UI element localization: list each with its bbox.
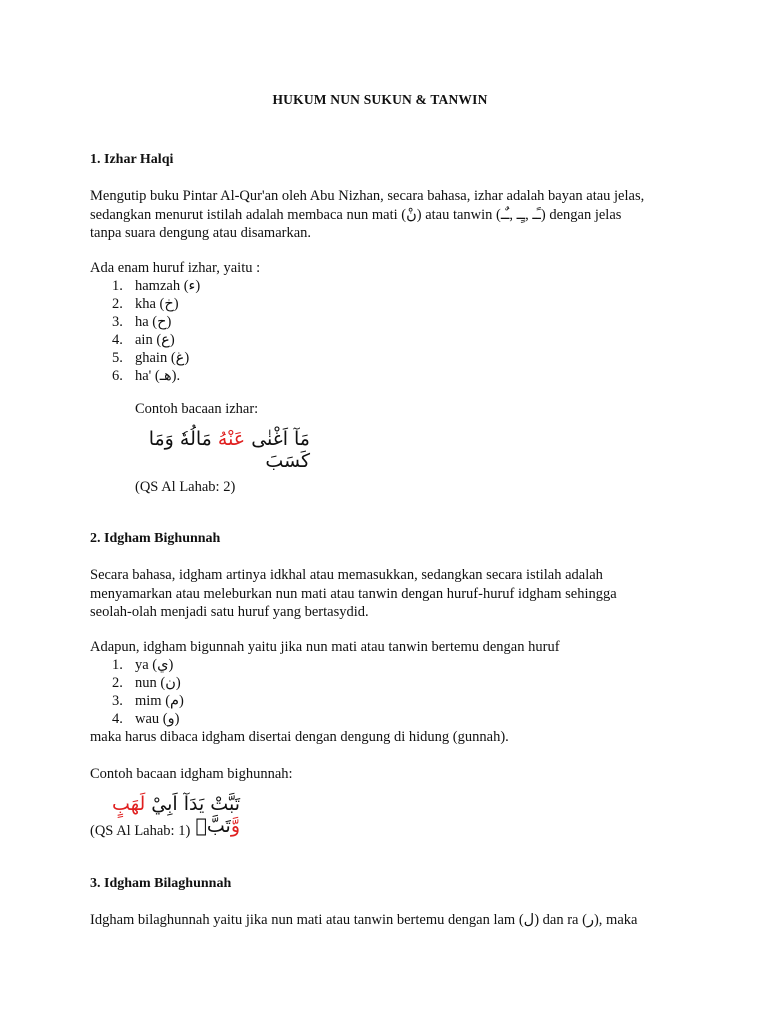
highlighted-word: لَهَبٍ وَّ (112, 793, 240, 837)
arabic-verse: تَبَّتْ يَدَآ اَبِيْ لَهَبٍ وَّتَبَّۗ (112, 793, 240, 837)
section-paragraph-idgham (90, 566, 680, 622)
section-heading-idgham-bighunnah: 2. Idgham Bighunnah (90, 531, 221, 546)
paragraph-line: Secara bahasa, idgham artinya idkhal atau memasukkan, sedangkan secara istilah adalah (90, 567, 603, 583)
paragraph-line: sedangkan menurut istilah adalah membaca nun mati (نْ) atau tanwin (ـًـ ,ـٍـ ,ـٌـ) dengan jelas (90, 206, 622, 223)
paragraph-line: Mengutip buku Pintar Al-Qur'an oleh Abu Nizhan, secara bahasa, izhar adalah bayan atau jelas, (90, 188, 645, 204)
list-item: 3. mim (م) (112, 693, 184, 709)
section-heading-izhar: 1. Izhar Halqi (90, 152, 174, 167)
paragraph-line: tanpa suara dengung atau disamarkan. (90, 225, 312, 241)
idgham-letter-list (90, 656, 184, 728)
example-label: Contoh bacaan izhar: (135, 401, 259, 417)
list-after-text: maka harus dibaca idgham disertai dengan dengung di hidung (gunnah). (90, 729, 509, 745)
list-item: 2. kha (خ) (112, 296, 179, 312)
list-item: 4. wau (و) (112, 711, 180, 727)
list-item: 2. nun (ن) (112, 675, 181, 691)
paragraph-line: Idgham bilaghunnah yaitu jika nun mati atau tanwin bertemu dengan lam (ل) dan ra (ر), maka (90, 912, 638, 928)
list-item: 1. hamzah (ء) (112, 278, 201, 294)
paragraph-line: seolah-olah menjadi satu huruf yang bertasydid. (90, 604, 369, 620)
verse-reference: (QS Al Lahab: 1) (90, 823, 191, 839)
section-heading-idgham-bilaghunnah: 3. Idgham Bilaghunnah (90, 876, 232, 891)
example-label: Contoh bacaan idgham bighunnah: (90, 766, 293, 782)
highlighted-word: عَنْهُ (217, 428, 246, 450)
list-item: 6. ha' (هـ). (112, 368, 181, 384)
list-item: 5. ghain (غ) (112, 350, 190, 366)
paragraph-line: menyamarkan atau meleburkan nun mati atau tanwin dengan huruf-huruf idgham sehingga (90, 585, 617, 602)
list-item: 1. ya (ي) (112, 657, 174, 673)
list-intro: Ada enam huruf izhar, yaitu : (90, 260, 261, 276)
arabic-verse: مَآ اَغْنٰى عَنْهُ مَالُهٗ وَمَا كَسَبَ (148, 428, 310, 472)
list-item: 3. ha (ح) (112, 314, 172, 330)
list-intro: Adapun, idgham bigunnah yaitu jika nun mati atau tanwin bertemu dengan huruf (90, 639, 560, 655)
section-paragraph-bilaghunnah (90, 911, 680, 930)
page-title: HUKUM NUN SUKUN & TANWIN (272, 92, 488, 107)
verse-reference: (QS Al Lahab: 2) (135, 479, 236, 495)
list-item: 4. ain (ع) (112, 332, 175, 348)
section-paragraph-izhar (90, 187, 680, 243)
izhar-letter-list (90, 277, 200, 385)
